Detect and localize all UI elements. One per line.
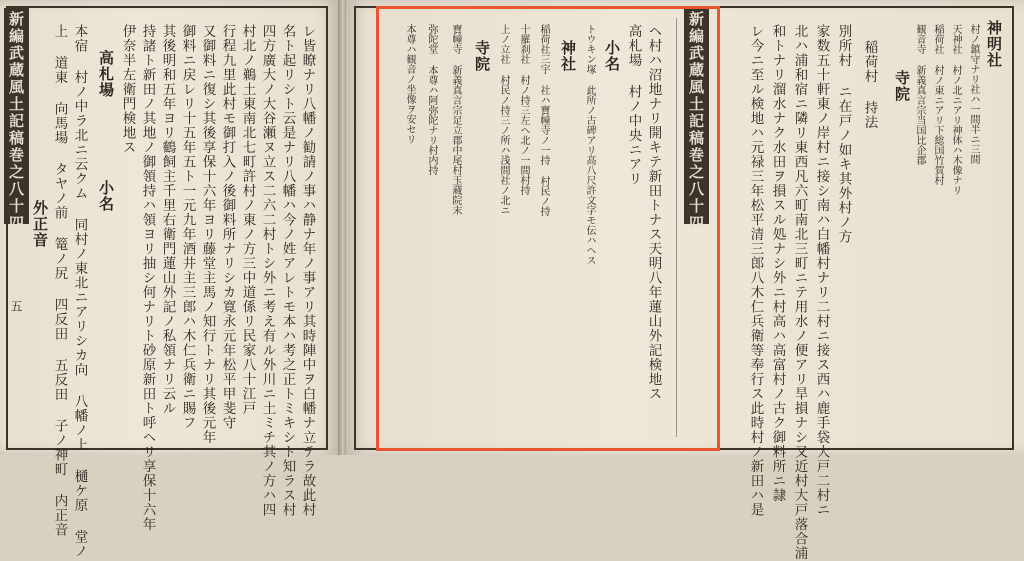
right-page [346,0,1024,561]
left-subhead-small: 小名 [97,180,115,212]
left-col-1: レ皆瞭ナリ八幡ノ勧請ノ事ハ静ナ年ノ事アリ其時陣中ヲ白幡ナ立テラ故此村 [299,24,316,517]
left-col-2: 名ト起リシト云是ナリ八幡ハ今ノ姓アレトモ本ハ考之正トミキシト知ラス村 [279,24,296,517]
highlight-col-5: 神社 [559,40,577,72]
highlight-col-7: 十羅刹社 村ノ持三左ヘ北ノ一間村持 [518,24,529,195]
right-col-12: レ今ニ至ル検地ハ元禄三年松平清三郎八木仁兵衛等奉行ス此時村ノ新田ハ是 [747,24,764,517]
right-col-10: 北ハ浦和宿ニ隣リ東西凡六町南北三町ニテ用水ノ便アリ旱損ナシ又近村大戸落合浦 [791,24,808,561]
left-small-names-2: 上 道東 向馬場 タヤノ前 篭ノ尻 四反田 五反田 子ノ神町 内正音 [51,24,68,537]
left-col-5: 行程九里此村モ御打入ノ後御料所ナリシカ寛永元年松平甲斐守 [219,24,236,430]
highlight-col-8: 上ノ立社 村民ノ持三ノ所ハ浅間社ノ北ニ [498,24,509,215]
right-col-11: 和トナリ溜水ナク水田ヲ損スル処ナシ外ニ村高ハ高富村ノ古ク御料所ニ隷 [769,24,786,503]
left-col-7: 御料ニ戻レリ十五年五ト一元九年酒井主三郎ハ木仁兵衛ニ賜フ [179,24,196,430]
right-running-title: 新編武蔵風土記稿巻之八十四 [684,8,709,224]
right-col-6: 寺院 [893,70,911,102]
highlight-col-6: 稲荷社三宇 社ハ寶幢寺ノ一持 村民ノ持 [538,24,549,216]
highlight-col-9: 寺院 [473,40,491,72]
left-col-10: 伊奈半左衛門検地ス [119,24,136,155]
left-subhead-kuchi: 外正音 [31,200,49,248]
left-subhead-takafuda: 高札場 [97,50,115,98]
highlight-col-2: 高札場 村ノ中央ニアリ [625,24,642,186]
highlight-col-4: トウキン塚 此所ノ古碑アリ高八尺許文字モ伝ハヘス [584,24,595,265]
left-small-names-1: 本宿 村ノ中ラ北ニ云クム 同村ノ東北ニアリシカ向 八幡ノ上 樋ケ原 堂ノ [71,24,88,559]
left-col-4: 村北ノ鵜土東南北七町許村ノ東ノ方三中道係リ民家八十江戸 [239,24,256,416]
highlight-col-11: 弥陀堂 本尊ハ阿弥陀ナリ村内持 [426,24,437,175]
left-folio: 五 [9,300,23,312]
left-running-title: 新編武蔵風土記稿巻之八十四 [4,8,29,224]
left-col-3: 四方廣大ノ大谷瀬ヌ立ス二六二村トシ外ニ考え有ル外川ニ土ミチ其ノ方ハ四 [259,24,276,517]
left-col-9: 持諸ト新田ノ其地ノ御領持ハ領ヨリ抽シ何ナリト砂原新田ト呼ヘリ享保十六年 [139,24,156,532]
right-col-1: 神明社 [985,20,1003,68]
left-col-8: 其後明和五年ヨリ鶴飼主千里右衛門蓮山外記ノ私領ナリ云ル [159,24,176,416]
right-col-5: 観音寺 新義真言宗当国比企郡 [914,24,925,165]
right-col-4: 稲荷社 村ノ東ニアリ下総国竹賀村 [932,24,943,185]
page-center-rule [676,18,677,437]
highlight-col-1: ヘ村ハ沼地ナリ開キテ新田トナス天明八年蓮山外記検地ス [645,24,662,401]
left-page [0,0,340,559]
left-col-6: 又御料ニ復シ其後享保十六年ヨリ藤堂主馬ノ知行トナリ其後元年 [199,24,216,445]
right-col-9: 家数五十軒東ノ岸村ニ接シ南ハ白幡村ナリ二村ニ接ス西ハ鹿手袋大戸二村ニ [813,24,830,517]
highlight-col-3: 小名 [603,40,621,72]
right-col-2: 村ノ鎮守ナリ社ハ一間半ニ三間 [968,24,979,164]
right-col-7: 稲荷村 持法 [861,40,878,130]
right-col-8: 別所村 ニ在戸ノ如キ其外村ノ方 [835,24,852,244]
highlight-col-10: 寶幢寺 新義真言宗足立郡中尾村玉蔵院末 [450,24,461,215]
highlight-col-12: 本尊ハ観音ノ坐像ヲ安セリ [404,24,415,144]
right-col-3: 天神社 村ノ北ニアリ神体ハ木像ナリ [950,24,961,195]
